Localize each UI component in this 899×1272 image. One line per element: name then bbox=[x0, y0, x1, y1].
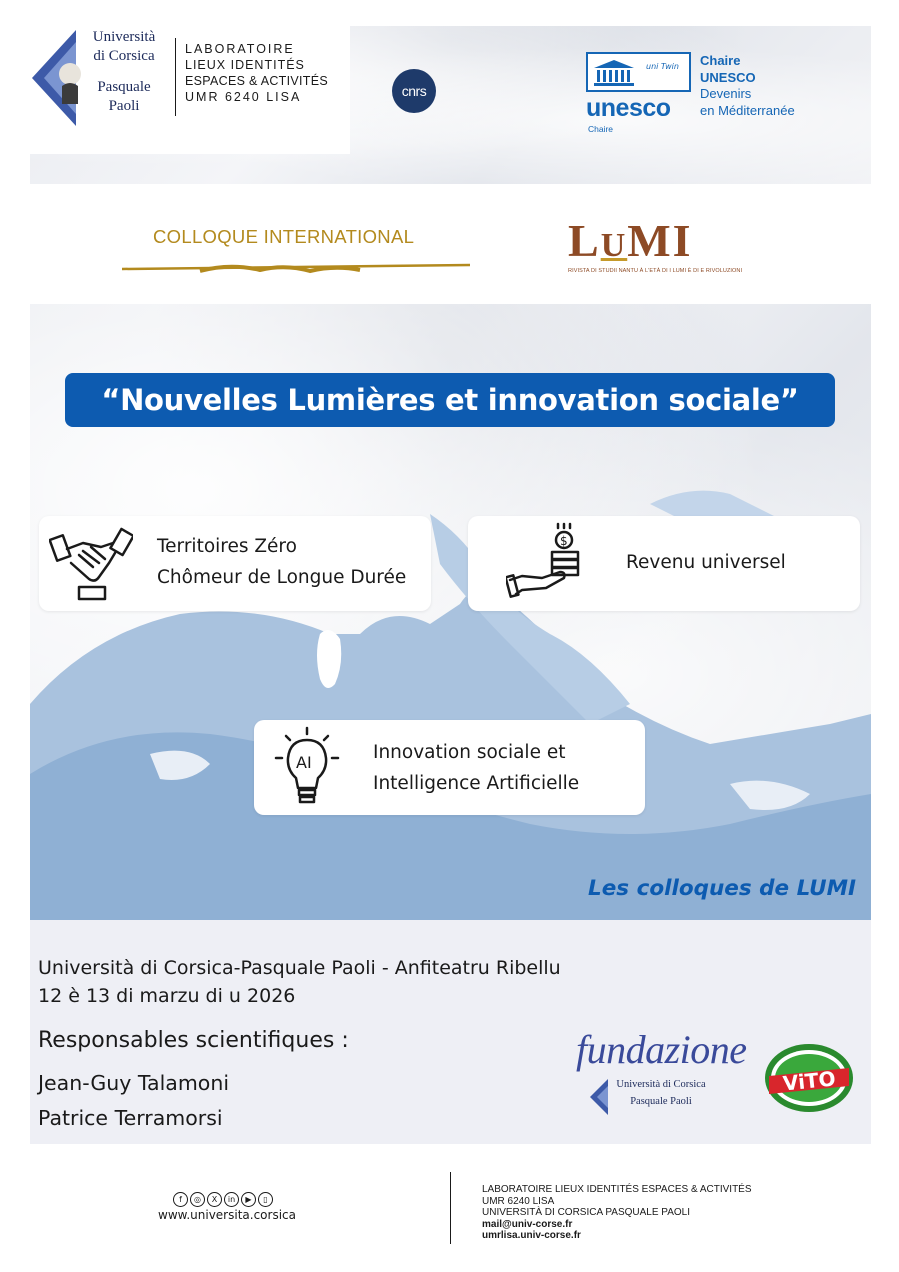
unesco-chair-title bbox=[700, 53, 795, 119]
lab-line: UMR 6240 LISA bbox=[185, 90, 302, 104]
lab-line: LIEUX IDENTITÉS bbox=[185, 58, 305, 72]
unesco-temple-icon bbox=[592, 58, 636, 88]
social-links bbox=[173, 1192, 273, 1207]
handshake-icon bbox=[49, 525, 133, 603]
theme-label bbox=[157, 531, 406, 593]
university-name-line: Paoli bbox=[108, 98, 140, 114]
theme-card-tzcld bbox=[39, 516, 431, 611]
footer-web[interactable]: umrlisa.univ-corse.fr bbox=[482, 1230, 581, 1241]
x-icon[interactable]: X bbox=[207, 1192, 222, 1207]
money-hand-icon bbox=[506, 522, 586, 602]
theme-label bbox=[373, 737, 579, 799]
svg-text:$: $ bbox=[560, 534, 568, 548]
gold-brushstroke bbox=[120, 259, 472, 277]
footer-line: LABORATOIRE LIEUX IDENTITÉS ESPACES & ACTIVITÉS bbox=[482, 1184, 752, 1195]
chair-line: Devenirs bbox=[700, 86, 752, 101]
vito-wordmark: ViTO bbox=[781, 1066, 837, 1096]
header-logo-area bbox=[30, 26, 350, 154]
lab-line: ESPACES & ACTIVITÉS bbox=[185, 74, 329, 88]
university-name-line: Pasquale bbox=[97, 79, 151, 95]
theme-label bbox=[626, 547, 786, 578]
theme-line: Chômeur de Longue Durée bbox=[157, 567, 407, 588]
university-name-line: di Corsica bbox=[93, 48, 155, 64]
facebook-icon[interactable]: f bbox=[173, 1192, 188, 1207]
university-diamond-icon bbox=[30, 28, 82, 128]
website-link[interactable]: www.universita.corsica bbox=[158, 1208, 296, 1222]
theme-line: Territoires Zéro bbox=[157, 536, 297, 557]
unitwin-mark: uni Twin bbox=[646, 62, 679, 71]
lab-line: LABORATOIRE bbox=[185, 42, 295, 56]
venue-place: Università di Corsica-Pasquale Paoli - Anfiteatru Ribellu bbox=[38, 957, 561, 979]
lumi-logo: LUMI bbox=[568, 215, 693, 266]
chair-line: UNESCO bbox=[700, 69, 756, 85]
theme-line: Innovation sociale et bbox=[373, 742, 566, 763]
theme-line: Revenu universel bbox=[626, 552, 786, 573]
linkedin-icon[interactable]: in bbox=[224, 1192, 239, 1207]
venue-block bbox=[38, 954, 561, 1010]
fundazione-line: Pasquale Paoli bbox=[630, 1096, 692, 1107]
theme-line: Intelligence Artificielle bbox=[373, 773, 580, 794]
vito-logo bbox=[763, 1042, 855, 1114]
ai-text: AI bbox=[296, 753, 312, 772]
footer-contact bbox=[482, 1184, 752, 1242]
fundazione-line: Università di Corsica bbox=[616, 1079, 706, 1090]
fundazione-logo bbox=[576, 1026, 756, 1116]
series-label: Les colloques de LUMI bbox=[588, 876, 856, 901]
theme-card-ai bbox=[254, 720, 645, 815]
footer-line: UNIVERSITÀ DI CORSICA PASQUALE PAOLI bbox=[482, 1207, 691, 1218]
footer-email[interactable]: mail@univ-corse.fr bbox=[482, 1218, 573, 1230]
unesco-wordmark: unesco bbox=[586, 94, 671, 122]
youtube-icon[interactable]: ▶ bbox=[241, 1192, 256, 1207]
theme-card-revenu bbox=[468, 516, 860, 611]
footer-line: UMR 6240 LISA bbox=[482, 1195, 555, 1207]
fundazione-wordmark: fundazione bbox=[576, 1027, 747, 1072]
responsables-heading: Responsables scientifiques : bbox=[38, 1028, 349, 1053]
lab-divider bbox=[175, 38, 176, 116]
lab-name bbox=[185, 41, 328, 105]
ai-lightbulb-icon bbox=[272, 726, 342, 810]
phone-icon[interactable]: ▯ bbox=[258, 1192, 273, 1207]
main-panel bbox=[30, 304, 871, 920]
conference-title: “Nouvelles Lumières et innovation sociale” bbox=[65, 373, 835, 427]
fundazione-subtitle bbox=[616, 1076, 706, 1110]
lumi-subtitle: RIVISTA DI STUDII NANTU À L'ETÀ DI I LUMI È DI E RIVOLUZIONI bbox=[568, 268, 743, 274]
header-band bbox=[30, 26, 871, 184]
responsable-name: Patrice Terramorsi bbox=[38, 1106, 223, 1130]
footer-divider bbox=[450, 1172, 451, 1244]
chair-line: en Méditerranée bbox=[700, 102, 795, 118]
university-name bbox=[84, 28, 164, 116]
fundazione-diamond-icon bbox=[588, 1078, 610, 1116]
responsables-names bbox=[38, 1066, 229, 1136]
instagram-icon[interactable]: ◎ bbox=[190, 1192, 205, 1207]
university-name-line: Università bbox=[92, 29, 156, 45]
event-type: COLLOQUE INTERNATIONAL bbox=[153, 226, 415, 247]
chair-line: Chaire bbox=[700, 53, 741, 68]
unesco-emblem bbox=[586, 52, 691, 92]
unesco-chaire-label: Chaire bbox=[588, 124, 614, 134]
venue-dates: 12 è 13 di marzu di u 2026 bbox=[38, 985, 296, 1007]
cnrs-logo: cnrs bbox=[392, 69, 436, 113]
info-panel bbox=[30, 920, 871, 1144]
responsable-name: Jean-Guy Talamoni bbox=[38, 1071, 230, 1095]
